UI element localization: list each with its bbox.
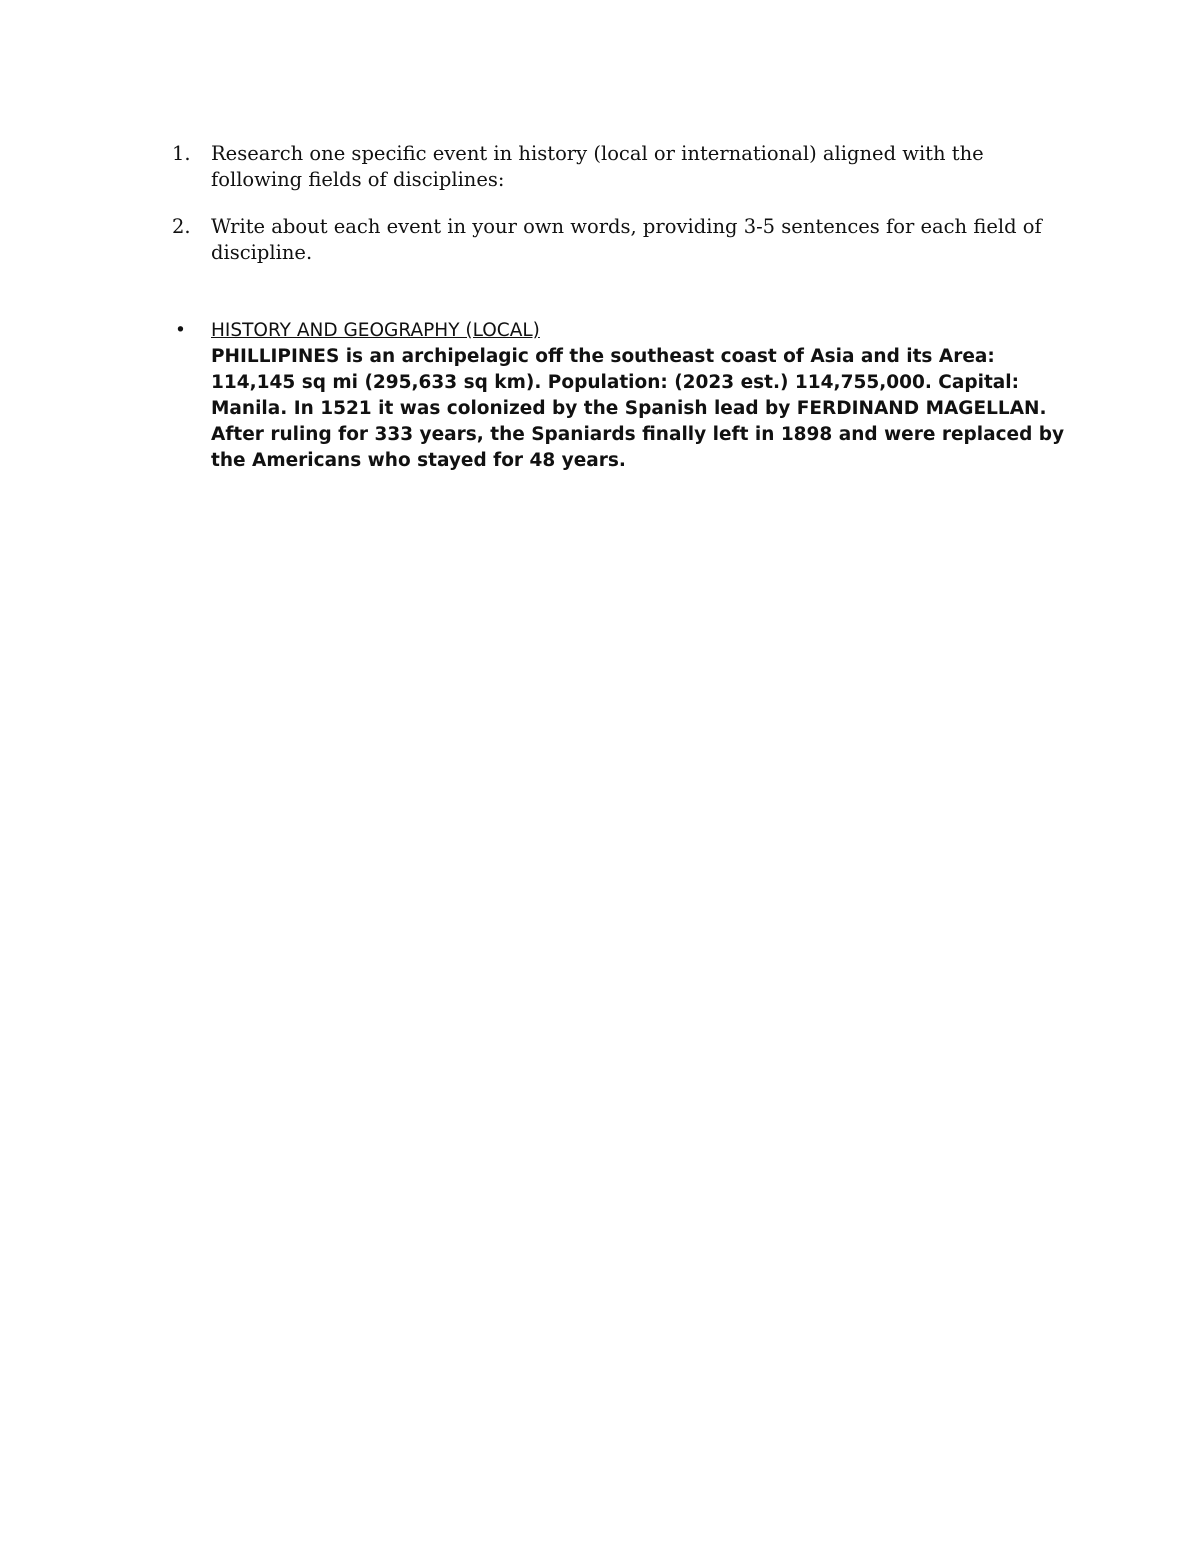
discipline-list — [172, 318, 1072, 474]
instruction-number: 1. — [172, 142, 191, 165]
instruction-item — [172, 141, 1072, 193]
instruction-text: Write about each event in your own words, providing 3-5 sentences for each field of discipline. — [211, 215, 1042, 264]
instruction-number: 2. — [172, 215, 191, 238]
discipline-body: PHILLIPINES is an archipelagic off the southeast coast of Asia and its Area: 114,145 sq mi (295,633 sq km). Population: (2023 est.) 114,755,000. Capital: Manila. In 1521 it was colonized by the Spanish lead by FERDINAND MAGELLAN. After ruling for 333 years, the Spaniards finally left in 1898 and were replaced by the Americans who stayed for 48 years. — [211, 346, 1065, 471]
instruction-text: Research one specific event in history (local or international) aligned with the following fields of disciplines: — [211, 142, 984, 191]
discipline-item — [172, 318, 1072, 474]
bullet-icon: • — [175, 320, 186, 341]
instruction-list — [172, 141, 1072, 287]
discipline-heading: HISTORY AND GEOGRAPHY (LOCAL) — [211, 320, 540, 341]
instruction-item — [172, 214, 1072, 266]
